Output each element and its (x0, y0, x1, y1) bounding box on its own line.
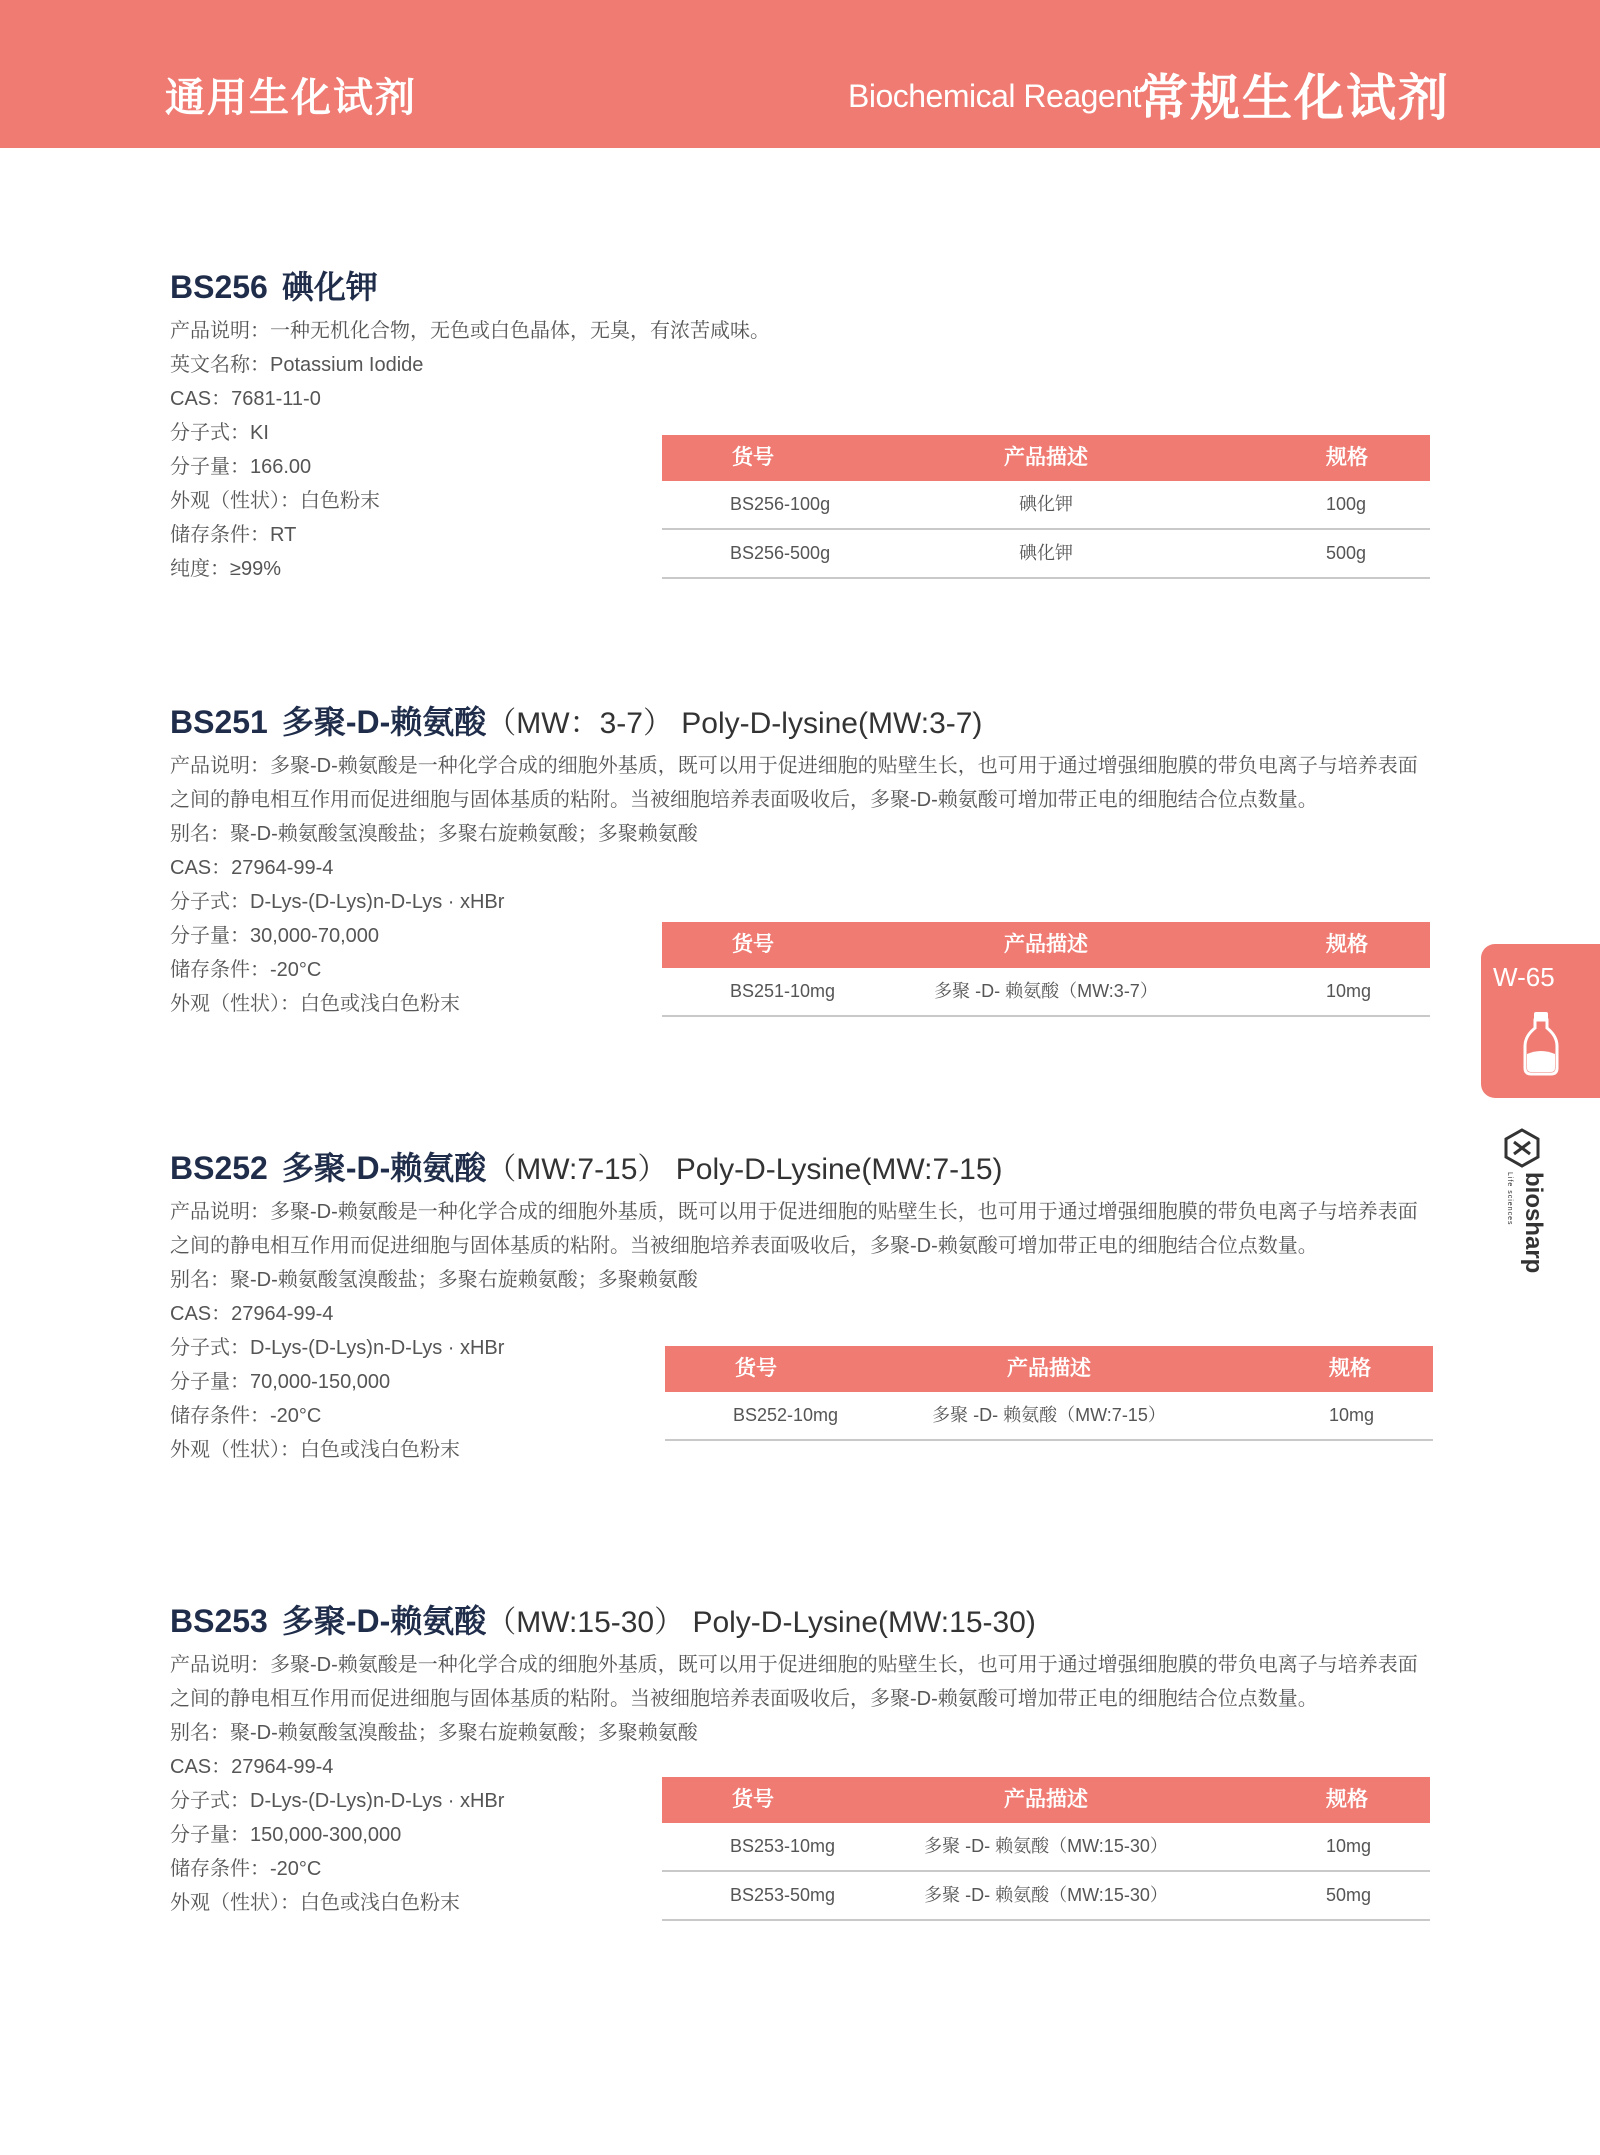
section-title-en: Biochemical Reagent (848, 78, 1141, 114)
table-header (665, 1346, 1433, 1392)
table-row (662, 1823, 1430, 1872)
cell-code: BS251-10mg (730, 981, 836, 1001)
table-header (662, 922, 1430, 968)
property-line: CAS：27964-99-4 (170, 857, 334, 879)
brand-tagline: Life sciences (1506, 1172, 1513, 1226)
product-name: 多聚-D-赖氨酸 (281, 1603, 487, 1639)
property-line: CAS：27964-99-4 (170, 1303, 334, 1325)
product-title (170, 1143, 1003, 1189)
property-line: 别名：聚-D-赖氨酸氢溴酸盐；多聚右旋赖氨酸；多聚赖氨酸 (170, 823, 698, 845)
property-line: 分子式：D-Lys-(D-Lys)n-D-Lys · xHBr (170, 891, 505, 913)
property-line: 分子式：KI (170, 422, 269, 444)
product-name-extra: （MW:15-30） Poly-D-Lysine(MW:15-30) (486, 1606, 1036, 1639)
property-line: 英文名称：Potassium Iodide (170, 354, 424, 376)
product-description: 产品说明：多聚-D-赖氨酸是一种化学合成的细胞外基质，既可以用于促进细胞的贴壁生长，也可用于通过增强细胞膜的带负电离子与培养表面之间的静电相互作用而促进细胞与固体基质的粘附。当被细胞培养表面吸收后，多聚-D-赖氨酸可增加带正电的细胞结合位点数量。 (170, 1201, 1418, 1257)
product-code: BS253 (170, 1603, 268, 1639)
property-line: 储存条件：-20°C (170, 959, 322, 981)
product-name: 多聚-D-赖氨酸 (281, 1150, 487, 1186)
cell-code: BS253-50mg (730, 1885, 836, 1905)
page-header (0, 0, 1600, 148)
cell-desc: 多聚 -D- 赖氨酸（MW:3-7） (934, 981, 1158, 1001)
cell-code: BS256-500g (730, 543, 831, 563)
cell-code: BS252-10mg (733, 1405, 839, 1425)
category-title: 通用生化试剂 (165, 76, 417, 120)
bottle-icon (1521, 1010, 1561, 1081)
cell-desc: 多聚 -D- 赖氨酸（MW:15-30） (924, 1885, 1168, 1905)
biosharp-logo (1500, 1128, 1547, 1313)
property-line: 分子量：70,000-150,000 (170, 1371, 391, 1393)
cell-desc: 多聚 -D- 赖氨酸（MW:7-15） (932, 1405, 1166, 1425)
cell-spec: 100g (1326, 494, 1367, 514)
header-code: 货号 (732, 1788, 774, 1811)
property-line: 储存条件：-20°C (170, 1858, 322, 1880)
cell-spec: 10mg (1326, 1836, 1372, 1856)
product-name-extra: （MW:7-15） Poly-D-Lysine(MW:7-15) (486, 1153, 1003, 1186)
product-properties (170, 1263, 698, 1467)
header-spec: 规格 (1326, 933, 1368, 956)
product-title (170, 1596, 1036, 1642)
header-desc: 产品描述 (1004, 446, 1088, 469)
property-line: 别名：聚-D-赖氨酸氢溴酸盐；多聚右旋赖氨酸；多聚赖氨酸 (170, 1269, 698, 1291)
product-name: 碘化钾 (281, 269, 378, 305)
cell-desc: 多聚 -D- 赖氨酸（MW:15-30） (924, 1836, 1168, 1856)
cell-spec: 500g (1326, 543, 1367, 563)
property-line: 外观（性状）：白色粉末 (170, 490, 380, 512)
product-code: BS251 (170, 704, 268, 740)
table-row (662, 968, 1430, 1017)
product-description: 产品说明：多聚-D-赖氨酸是一种化学合成的细胞外基质，既可以用于促进细胞的贴壁生长，也可用于通过增强细胞膜的带负电离子与培养表面之间的静电相互作用而促进细胞与固体基质的粘附。当被细胞培养表面吸收后，多聚-D-赖氨酸可增加带正电的细胞结合位点数量。 (170, 755, 1418, 811)
cell-code: BS256-100g (730, 494, 831, 514)
table-row (665, 1392, 1433, 1441)
property-line: 外观（性状）：白色或浅白色粉末 (170, 1439, 460, 1461)
property-line: 纯度：≥99% (170, 558, 282, 580)
cell-spec: 50mg (1326, 1885, 1372, 1905)
product-name-extra: （MW：3-7） Poly-D-lysine(MW:3-7) (486, 707, 983, 740)
property-line: 外观（性状）：白色或浅白色粉末 (170, 1892, 460, 1914)
property-line: 分子量：166.00 (170, 456, 312, 478)
product-title (170, 697, 982, 743)
property-line: CAS：7681-11-0 (170, 388, 321, 410)
brand-name: biosharp (1520, 1172, 1547, 1274)
property-line: CAS：27964-99-4 (170, 1756, 334, 1778)
cell-desc: 碘化钾 (1019, 543, 1073, 563)
page-number-tab (1481, 944, 1600, 1098)
property-line: 分子式：D-Lys-(D-Lys)n-D-Lys · xHBr (170, 1790, 505, 1812)
header-code: 货号 (732, 933, 774, 956)
product-code: BS252 (170, 1150, 268, 1186)
product-name: 多聚-D-赖氨酸 (281, 704, 487, 740)
cell-spec: 10mg (1329, 1405, 1375, 1425)
property-line: 产品说明：一种无机化合物，无色或白色晶体，无臭，有浓苦咸味。 (170, 320, 770, 342)
product-properties (170, 817, 698, 1021)
property-line: 储存条件：-20°C (170, 1405, 322, 1427)
property-line: 储存条件：RT (170, 524, 297, 546)
product-properties (170, 1716, 698, 1920)
product-description: 产品说明：多聚-D-赖氨酸是一种化学合成的细胞外基质，既可以用于促进细胞的贴壁生长，也可用于通过增强细胞膜的带负电离子与培养表面之间的静电相互作用而促进细胞与固体基质的粘附。当被细胞培养表面吸收后，多聚-D-赖氨酸可增加带正电的细胞结合位点数量。 (170, 1654, 1418, 1710)
property-line: 外观（性状）：白色或浅白色粉末 (170, 993, 460, 1015)
page-number: W-65 (1493, 962, 1555, 992)
header-spec: 规格 (1326, 1788, 1368, 1811)
property-line: 分子式：D-Lys-(D-Lys)n-D-Lys · xHBr (170, 1337, 505, 1359)
table-header (662, 435, 1430, 481)
order-table (662, 922, 1430, 1017)
product-title (170, 262, 378, 308)
header-spec: 规格 (1326, 446, 1368, 469)
section-title-cn: 常规生化试剂 (1138, 70, 1450, 126)
header-code: 货号 (735, 1357, 777, 1380)
property-line: 分子量：30,000-70,000 (170, 925, 380, 947)
header-desc: 产品描述 (1007, 1357, 1091, 1380)
logo-mark-icon (1506, 1130, 1538, 1166)
table-header (662, 1777, 1430, 1823)
order-table (662, 435, 1430, 579)
header-desc: 产品描述 (1004, 933, 1088, 956)
header-spec: 规格 (1329, 1357, 1371, 1380)
property-line: 别名：聚-D-赖氨酸氢溴酸盐；多聚右旋赖氨酸；多聚赖氨酸 (170, 1722, 698, 1744)
product-code: BS256 (170, 269, 268, 305)
cell-spec: 10mg (1326, 981, 1372, 1001)
table-row (662, 530, 1430, 579)
cell-code: BS253-10mg (730, 1836, 836, 1856)
table-row (662, 1872, 1430, 1921)
order-table (662, 1777, 1430, 1921)
property-line: 分子量：150,000-300,000 (170, 1824, 402, 1846)
order-table (665, 1346, 1433, 1441)
table-row (662, 481, 1430, 530)
header-desc: 产品描述 (1004, 1788, 1088, 1811)
header-code: 货号 (732, 446, 774, 469)
cell-desc: 碘化钾 (1019, 494, 1073, 514)
